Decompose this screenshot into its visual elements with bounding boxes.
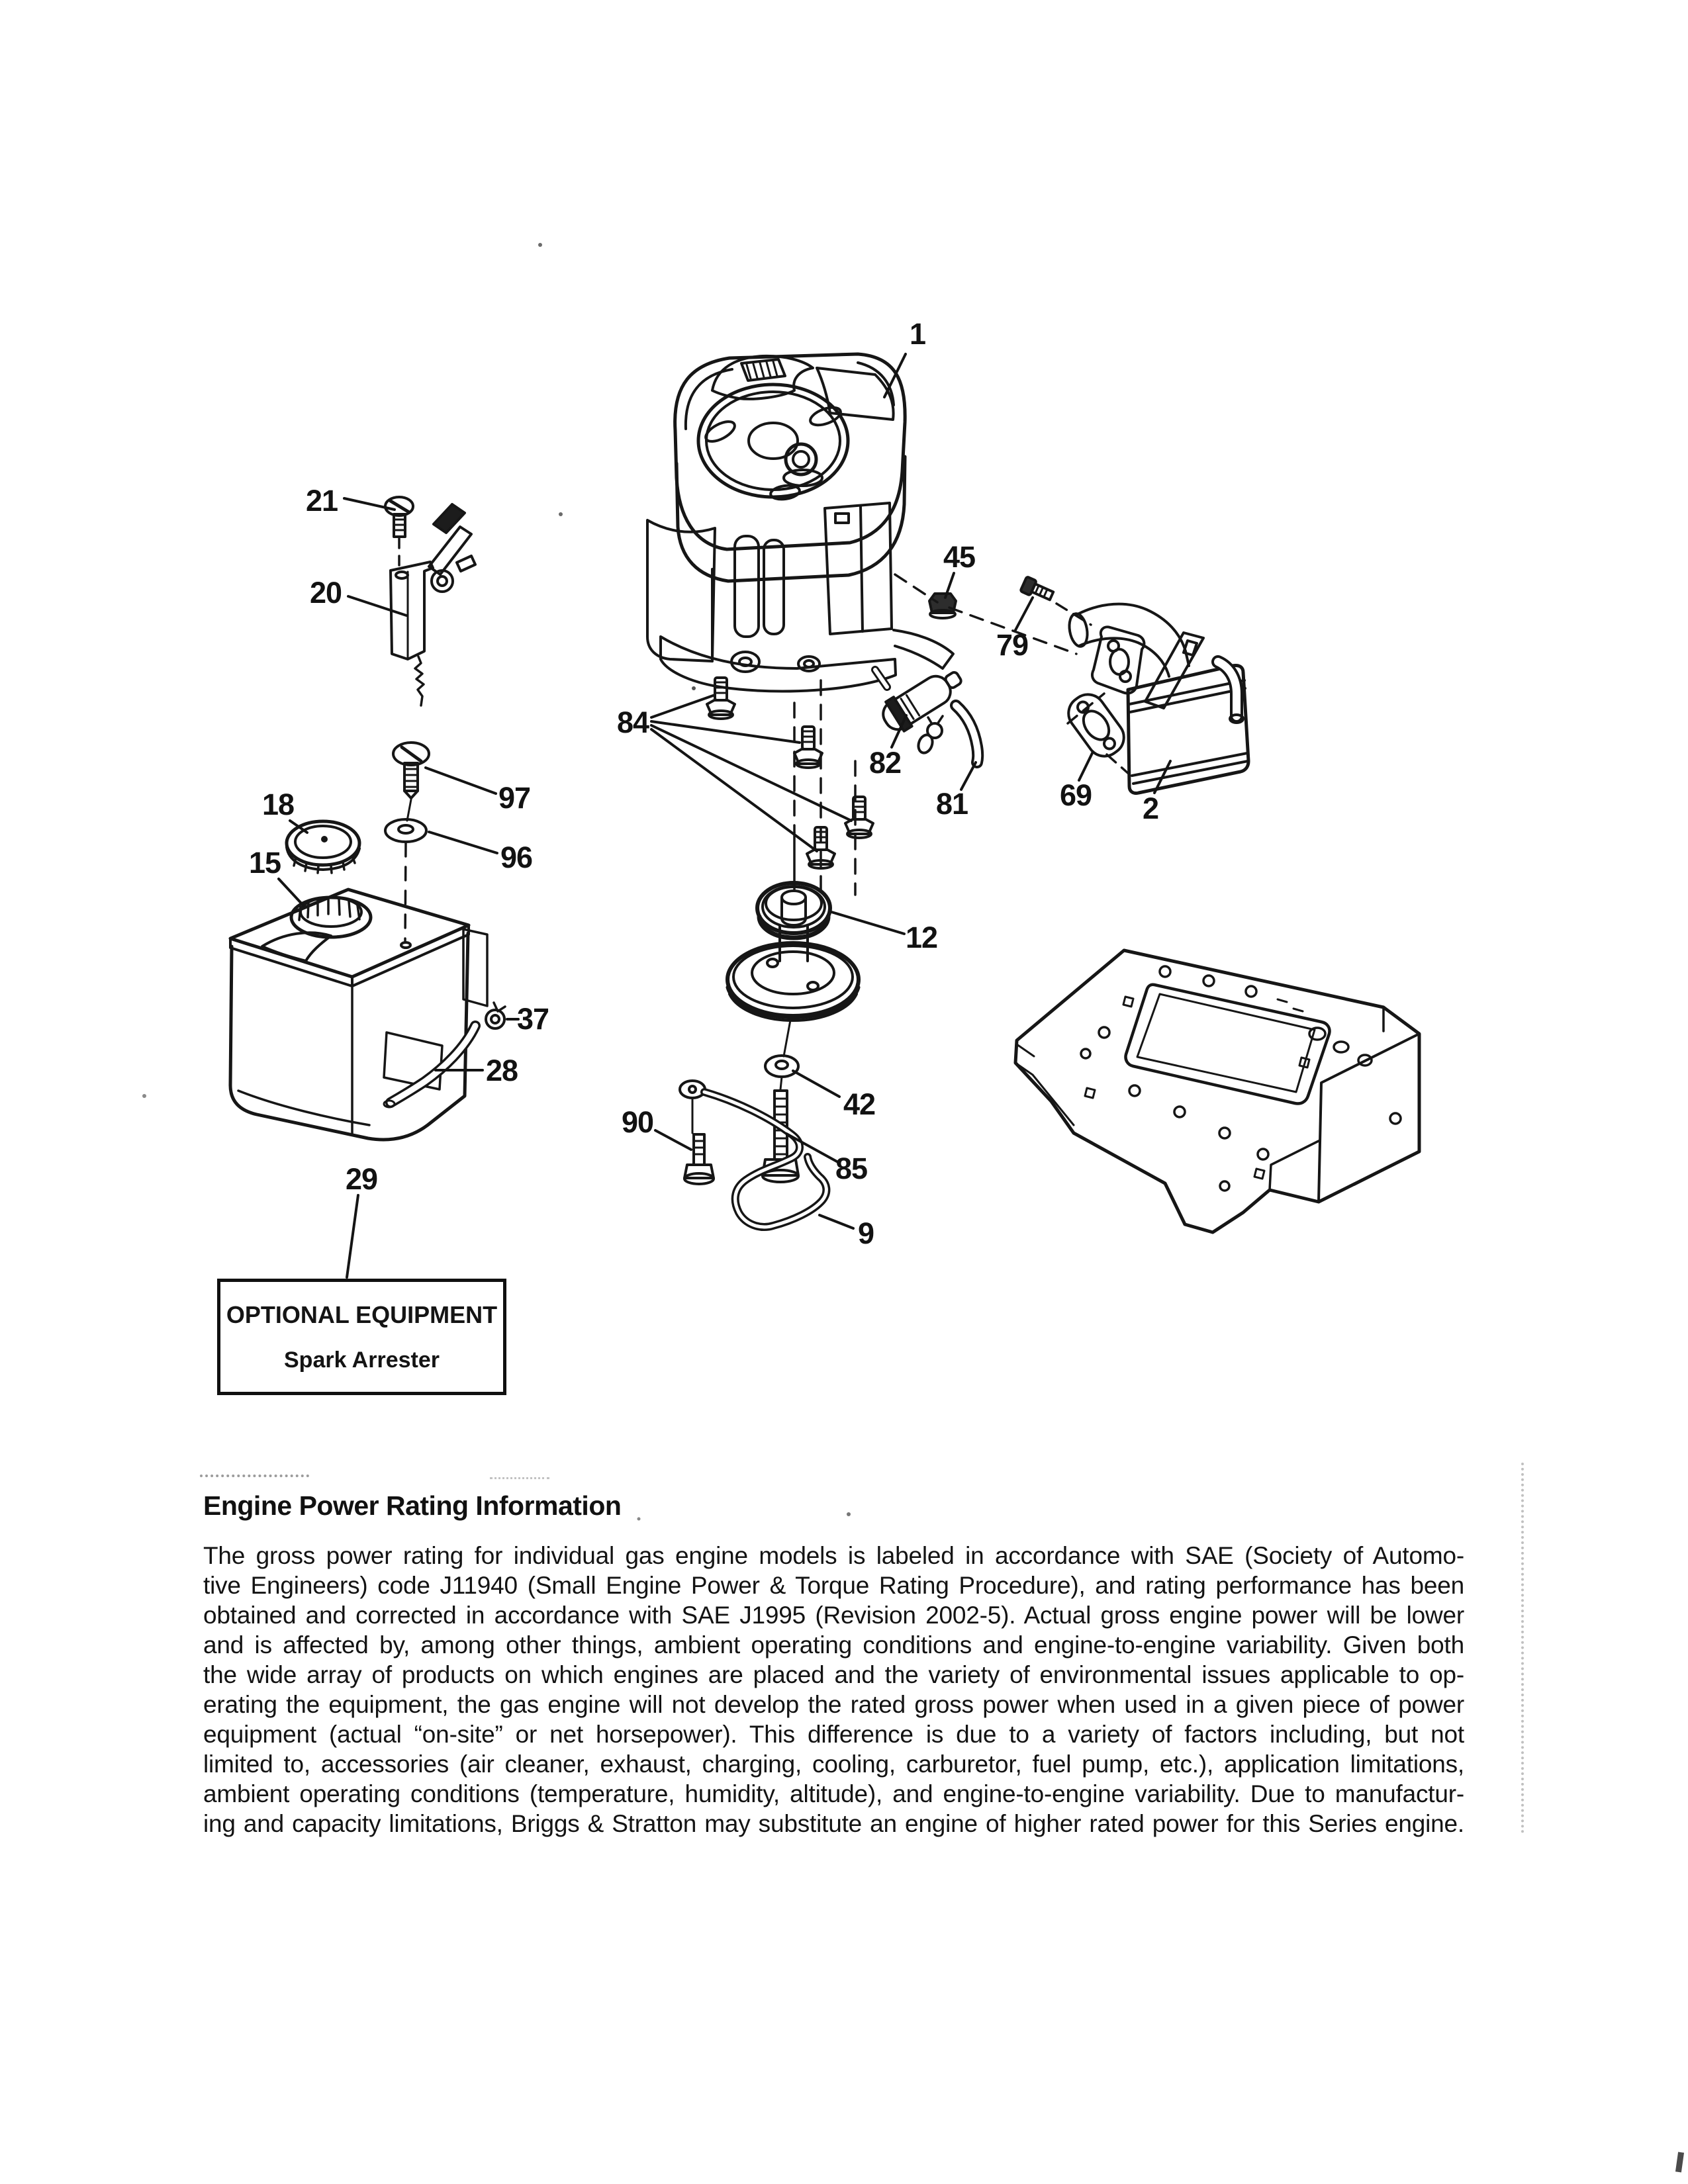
paragraph-line: erating the equipment, the gas engine will not develop the rated gross power when used in a given piece of power xyxy=(203,1691,1464,1718)
gasket-69 xyxy=(1062,688,1131,763)
callout-1: 1 xyxy=(909,317,926,351)
callout-85: 85 xyxy=(835,1152,868,1185)
bolt-84-b xyxy=(794,727,822,768)
callout-97: 97 xyxy=(498,781,531,815)
scan-artifact-right-edge xyxy=(1521,1463,1524,1833)
scan-artifact-dotted-line xyxy=(490,1477,549,1479)
callout-leader-lines xyxy=(279,354,1170,1277)
leader-line-15 xyxy=(279,879,304,906)
tank-washer-96 xyxy=(385,819,426,842)
washer-42 xyxy=(765,1056,798,1077)
scan-speck xyxy=(637,1518,641,1521)
scan-speck xyxy=(538,243,542,247)
throttle-control-drawing xyxy=(385,497,475,705)
fuel-cap-18 xyxy=(287,821,359,873)
mounting-plate-drawing xyxy=(1015,950,1419,1232)
engine-power-paragraph xyxy=(203,1541,1464,1839)
callout-20: 20 xyxy=(309,576,342,610)
callout-69: 69 xyxy=(1059,778,1092,812)
callout-28: 28 xyxy=(485,1054,518,1087)
bolt-79 xyxy=(1020,576,1055,604)
scan-speck xyxy=(559,512,563,516)
paragraph-line: ing and capacity limitations, Briggs & Stratton may substitute an engine of higher rated power for this Series engine. xyxy=(203,1810,1464,1837)
leader-line-42 xyxy=(793,1071,839,1097)
leader-line-29 xyxy=(347,1195,358,1277)
callout-81: 81 xyxy=(935,787,968,821)
bolt-90 xyxy=(684,1134,714,1184)
muffler-drawing xyxy=(1062,604,1248,794)
leader-line-12 xyxy=(831,912,904,934)
bolt-84-a xyxy=(707,678,735,719)
leader-line-84 xyxy=(651,729,817,851)
callout-29: 29 xyxy=(345,1162,378,1196)
leader-line-84 xyxy=(651,721,800,743)
optional-equipment-title: OPTIONAL EQUIPMENT xyxy=(226,1300,498,1328)
leader-line-81 xyxy=(961,762,976,790)
paragraph-line: limited to, accessories (air cleaner, exhaust, charging, cooling, carburetor, fuel pump, etc.), application limitations, xyxy=(203,1751,1464,1778)
callout-18: 18 xyxy=(261,788,295,821)
scan-speck xyxy=(142,1094,146,1098)
hose-clamp-37 xyxy=(486,1003,505,1028)
callout-79: 79 xyxy=(996,628,1029,662)
scan-speck xyxy=(847,1512,851,1516)
exhaust-flange xyxy=(1092,627,1144,693)
paragraph-line: ambient operating conditions (temperature, humidity, altitude), and engine-to-engine variability. Due to manufactur- xyxy=(203,1780,1464,1807)
leader-line-69 xyxy=(1079,752,1093,780)
callout-82: 82 xyxy=(868,746,902,780)
nut-45 xyxy=(929,594,956,618)
callout-12: 12 xyxy=(905,921,938,954)
pulley-drawing xyxy=(680,883,859,1227)
scan-artifact-dotted-line xyxy=(200,1475,309,1477)
leader-line-96 xyxy=(429,832,497,853)
leader-line-97 xyxy=(426,768,496,794)
callout-96: 96 xyxy=(500,841,533,874)
tank-screw-97 xyxy=(393,743,429,821)
paragraph-line: The gross power rating for individual gas engine models is labeled in accordance with SAE (Society of Automo- xyxy=(203,1542,1464,1569)
optional-equipment-box xyxy=(217,1279,506,1395)
callout-45: 45 xyxy=(943,540,976,574)
scan-speck xyxy=(692,686,696,690)
callout-37: 37 xyxy=(516,1002,549,1036)
paragraph-line: obtained and corrected in accordance with SAE J1995 (Revision 2002-5). Actual gross engine power will be lower xyxy=(203,1602,1464,1629)
callout-21: 21 xyxy=(305,484,338,518)
paragraph-line: and is affected by, among other things, ambient operating conditions and engine-to-engine variability. Given both xyxy=(203,1631,1464,1659)
leader-line-90 xyxy=(655,1130,691,1150)
callout-42: 42 xyxy=(843,1087,876,1121)
paragraph-line: the wide array of products on which engines are placed and the variety of environmental issues applicable to op- xyxy=(203,1661,1464,1688)
leader-line-9 xyxy=(820,1215,853,1228)
leader-line-79 xyxy=(1015,598,1033,630)
leader-line-84 xyxy=(651,695,715,717)
paragraph-line: equipment (actual “on-site” or net horsepower). This difference is due to a variety of factors including, but not xyxy=(203,1721,1464,1748)
muffler-strap xyxy=(1145,633,1203,708)
leader-line-20 xyxy=(348,596,406,615)
optional-equipment-subtitle: Spark Arrester xyxy=(284,1347,440,1373)
section-heading: Engine Power Rating Information xyxy=(203,1490,622,1521)
bolt-84-c xyxy=(845,797,873,838)
callout-2: 2 xyxy=(1142,792,1159,825)
paragraph-line: tive Engineers) code J11940 (Small Engine Power & Torque Rating Procedure), and rating performance has been xyxy=(203,1572,1464,1599)
engine-assembly-drawing xyxy=(647,354,953,895)
callout-15: 15 xyxy=(248,846,281,880)
callout-84: 84 xyxy=(616,705,649,739)
callout-90: 90 xyxy=(621,1105,654,1139)
callout-9: 9 xyxy=(857,1216,874,1250)
